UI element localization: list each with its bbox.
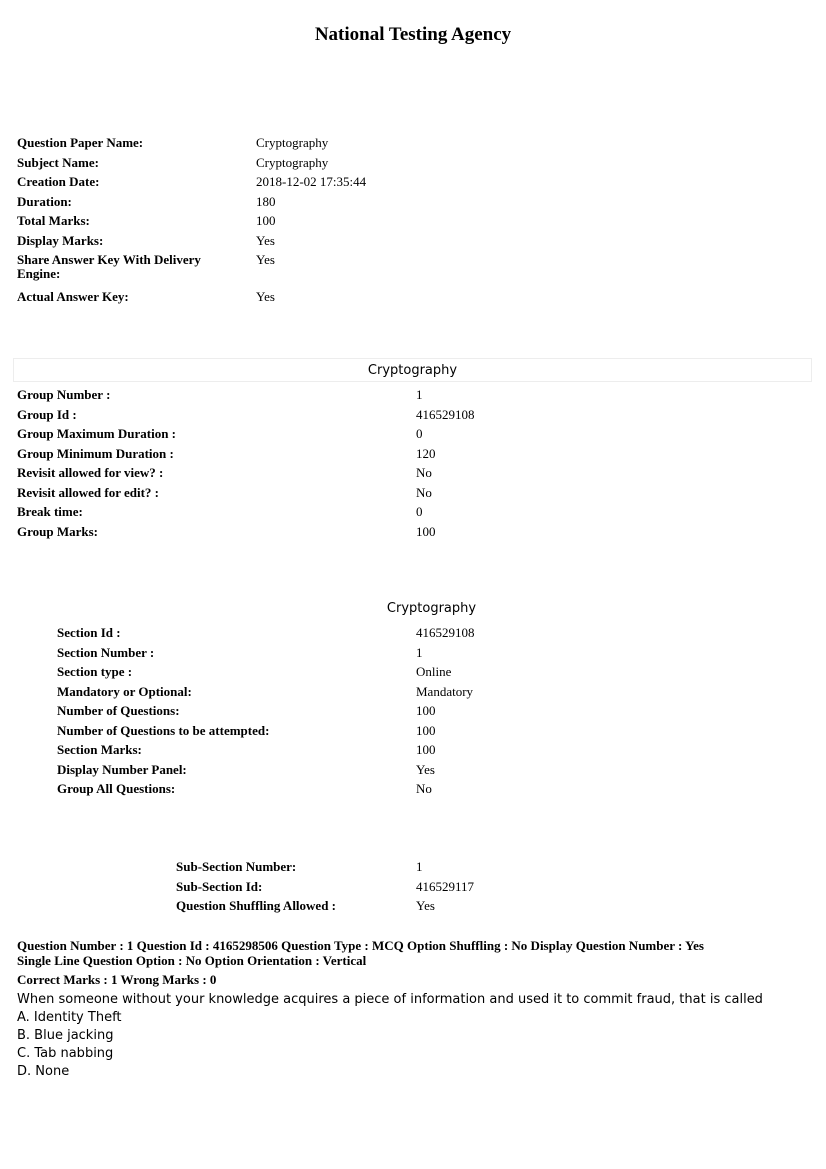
questions-attempted-label: Number of Questions to be attempted: — [57, 722, 270, 738]
display-marks-value: Yes — [256, 232, 275, 248]
paper-name-label: Question Paper Name: — [17, 135, 144, 150]
actual-answer-key-label: Actual Answer Key: — [17, 289, 129, 304]
paper-info — [17, 133, 366, 307]
subsection-info-row — [176, 857, 474, 877]
group-number-value: 1 — [416, 387, 423, 402]
group-info-row — [17, 405, 475, 425]
subsection-id-value: 416529117 — [416, 878, 475, 894]
display-number-panel-label: Display Number Panel: — [57, 761, 187, 777]
group-info-row — [17, 444, 475, 464]
question-text: When someone without your knowledge acquires a piece of information and used it to commit fraud, that is called — [17, 992, 763, 1007]
section-info-row — [57, 701, 475, 721]
group-max-duration-value: 0 — [416, 426, 423, 441]
section-info-row — [57, 779, 475, 799]
subsection-info-row — [176, 896, 474, 916]
number-of-questions-label: Number of Questions: — [57, 703, 180, 718]
option-b: B. Blue jacking — [17, 1028, 114, 1043]
section-id-label: Section Id : — [57, 625, 121, 640]
question-marks: Correct Marks : 1 Wrong Marks : 0 — [17, 972, 217, 987]
paper-name-value: Cryptography — [256, 135, 329, 150]
section-number-label: Section Number : — [57, 644, 155, 660]
subject-name-label: Subject Name: — [17, 154, 99, 170]
section-type-value: Online — [416, 664, 452, 679]
revisit-view-value: No — [416, 465, 432, 480]
question-meta — [17, 939, 807, 968]
revisit-edit-label: Revisit allowed for edit? : — [17, 484, 160, 500]
display-number-panel-value: Yes — [416, 761, 435, 777]
revisit-edit-value: No — [416, 484, 432, 500]
mandatory-optional-label: Mandatory or Optional: — [57, 683, 192, 699]
group-marks-value: 100 — [416, 523, 436, 539]
paper-info-row — [17, 250, 366, 287]
group-max-duration-label: Group Maximum Duration : — [17, 426, 177, 441]
duration-value: 180 — [256, 193, 276, 209]
questions-attempted-value: 100 — [416, 722, 436, 738]
total-marks-value: 100 — [256, 213, 276, 228]
group-info-row — [17, 385, 475, 405]
group-info-row — [17, 483, 475, 503]
group-all-questions-label: Group All Questions: — [57, 781, 176, 796]
actual-answer-key-value: Yes — [256, 289, 275, 304]
question-block — [17, 991, 807, 1081]
paper-info-row — [17, 133, 366, 153]
section-info — [57, 623, 475, 799]
paper-info-row — [17, 192, 366, 212]
subsection-info-row — [176, 877, 474, 897]
break-time-value: 0 — [416, 504, 423, 519]
question-meta-line-1: Question Number : 1 Question Id : 4165298506 Question Type : MCQ Option Shuffling : No Display Question Number : Yes — [17, 938, 704, 953]
question-meta-line-2: Single Line Question Option : No Option Orientation : Vertical — [17, 952, 367, 968]
creation-date-value: 2018-12-02 17:35:44 — [256, 174, 367, 189]
duration-label: Duration: — [17, 193, 72, 209]
group-info-row — [17, 522, 475, 542]
group-all-questions-value: No — [416, 781, 432, 796]
creation-date-label: Creation Date: — [17, 174, 100, 189]
option-a: A. Identity Theft — [17, 1010, 122, 1025]
group-heading: Cryptography — [13, 358, 812, 382]
break-time-label: Break time: — [17, 504, 83, 519]
share-answer-key-label: Share Answer Key With Delivery Engine: — [17, 252, 201, 281]
section-info-row — [57, 623, 475, 643]
subsection-id-label: Sub-Section Id: — [176, 878, 263, 894]
question-shuffling-label: Question Shuffling Allowed : — [176, 898, 337, 913]
section-info-row — [57, 662, 475, 682]
question-shuffling-value: Yes — [416, 898, 435, 913]
section-number-value: 1 — [416, 644, 423, 660]
group-min-duration-label: Group Minimum Duration : — [17, 445, 174, 461]
total-marks-label: Total Marks: — [17, 213, 90, 228]
section-info-row — [57, 740, 475, 760]
paper-info-row — [17, 287, 366, 307]
subsection-number-label: Sub-Section Number: — [176, 859, 297, 874]
section-marks-label: Section Marks: — [57, 742, 142, 757]
group-info-row — [17, 424, 475, 444]
display-marks-label: Display Marks: — [17, 232, 104, 248]
subject-name-value: Cryptography — [256, 154, 329, 170]
group-info-row — [17, 502, 475, 522]
paper-info-row — [17, 153, 366, 173]
option-c: C. Tab nabbing — [17, 1046, 114, 1061]
section-id-value: 416529108 — [416, 625, 475, 640]
section-heading: Cryptography — [386, 601, 477, 616]
page-title: National Testing Agency — [314, 24, 512, 45]
number-of-questions-value: 100 — [416, 703, 436, 718]
group-id-label: Group Id : — [17, 406, 77, 422]
group-info — [17, 385, 475, 541]
revisit-view-label: Revisit allowed for view? : — [17, 465, 164, 480]
section-info-row — [57, 760, 475, 780]
group-number-label: Group Number : — [17, 387, 111, 402]
group-min-duration-value: 120 — [416, 445, 436, 461]
group-id-value: 416529108 — [416, 406, 475, 422]
group-info-row — [17, 463, 475, 483]
section-info-row — [57, 721, 475, 741]
group-marks-label: Group Marks: — [17, 523, 99, 539]
mandatory-optional-value: Mandatory — [416, 683, 474, 699]
section-info-row — [57, 643, 475, 663]
subsection-number-value: 1 — [416, 859, 423, 874]
option-d: D. None — [17, 1064, 70, 1079]
section-marks-value: 100 — [416, 742, 436, 757]
section-type-label: Section type : — [57, 664, 133, 679]
section-info-row — [57, 682, 475, 702]
paper-info-row — [17, 172, 366, 192]
paper-info-row — [17, 231, 366, 251]
paper-info-row — [17, 211, 366, 231]
share-answer-key-value: Yes — [256, 252, 275, 267]
subsection-info — [176, 857, 474, 916]
